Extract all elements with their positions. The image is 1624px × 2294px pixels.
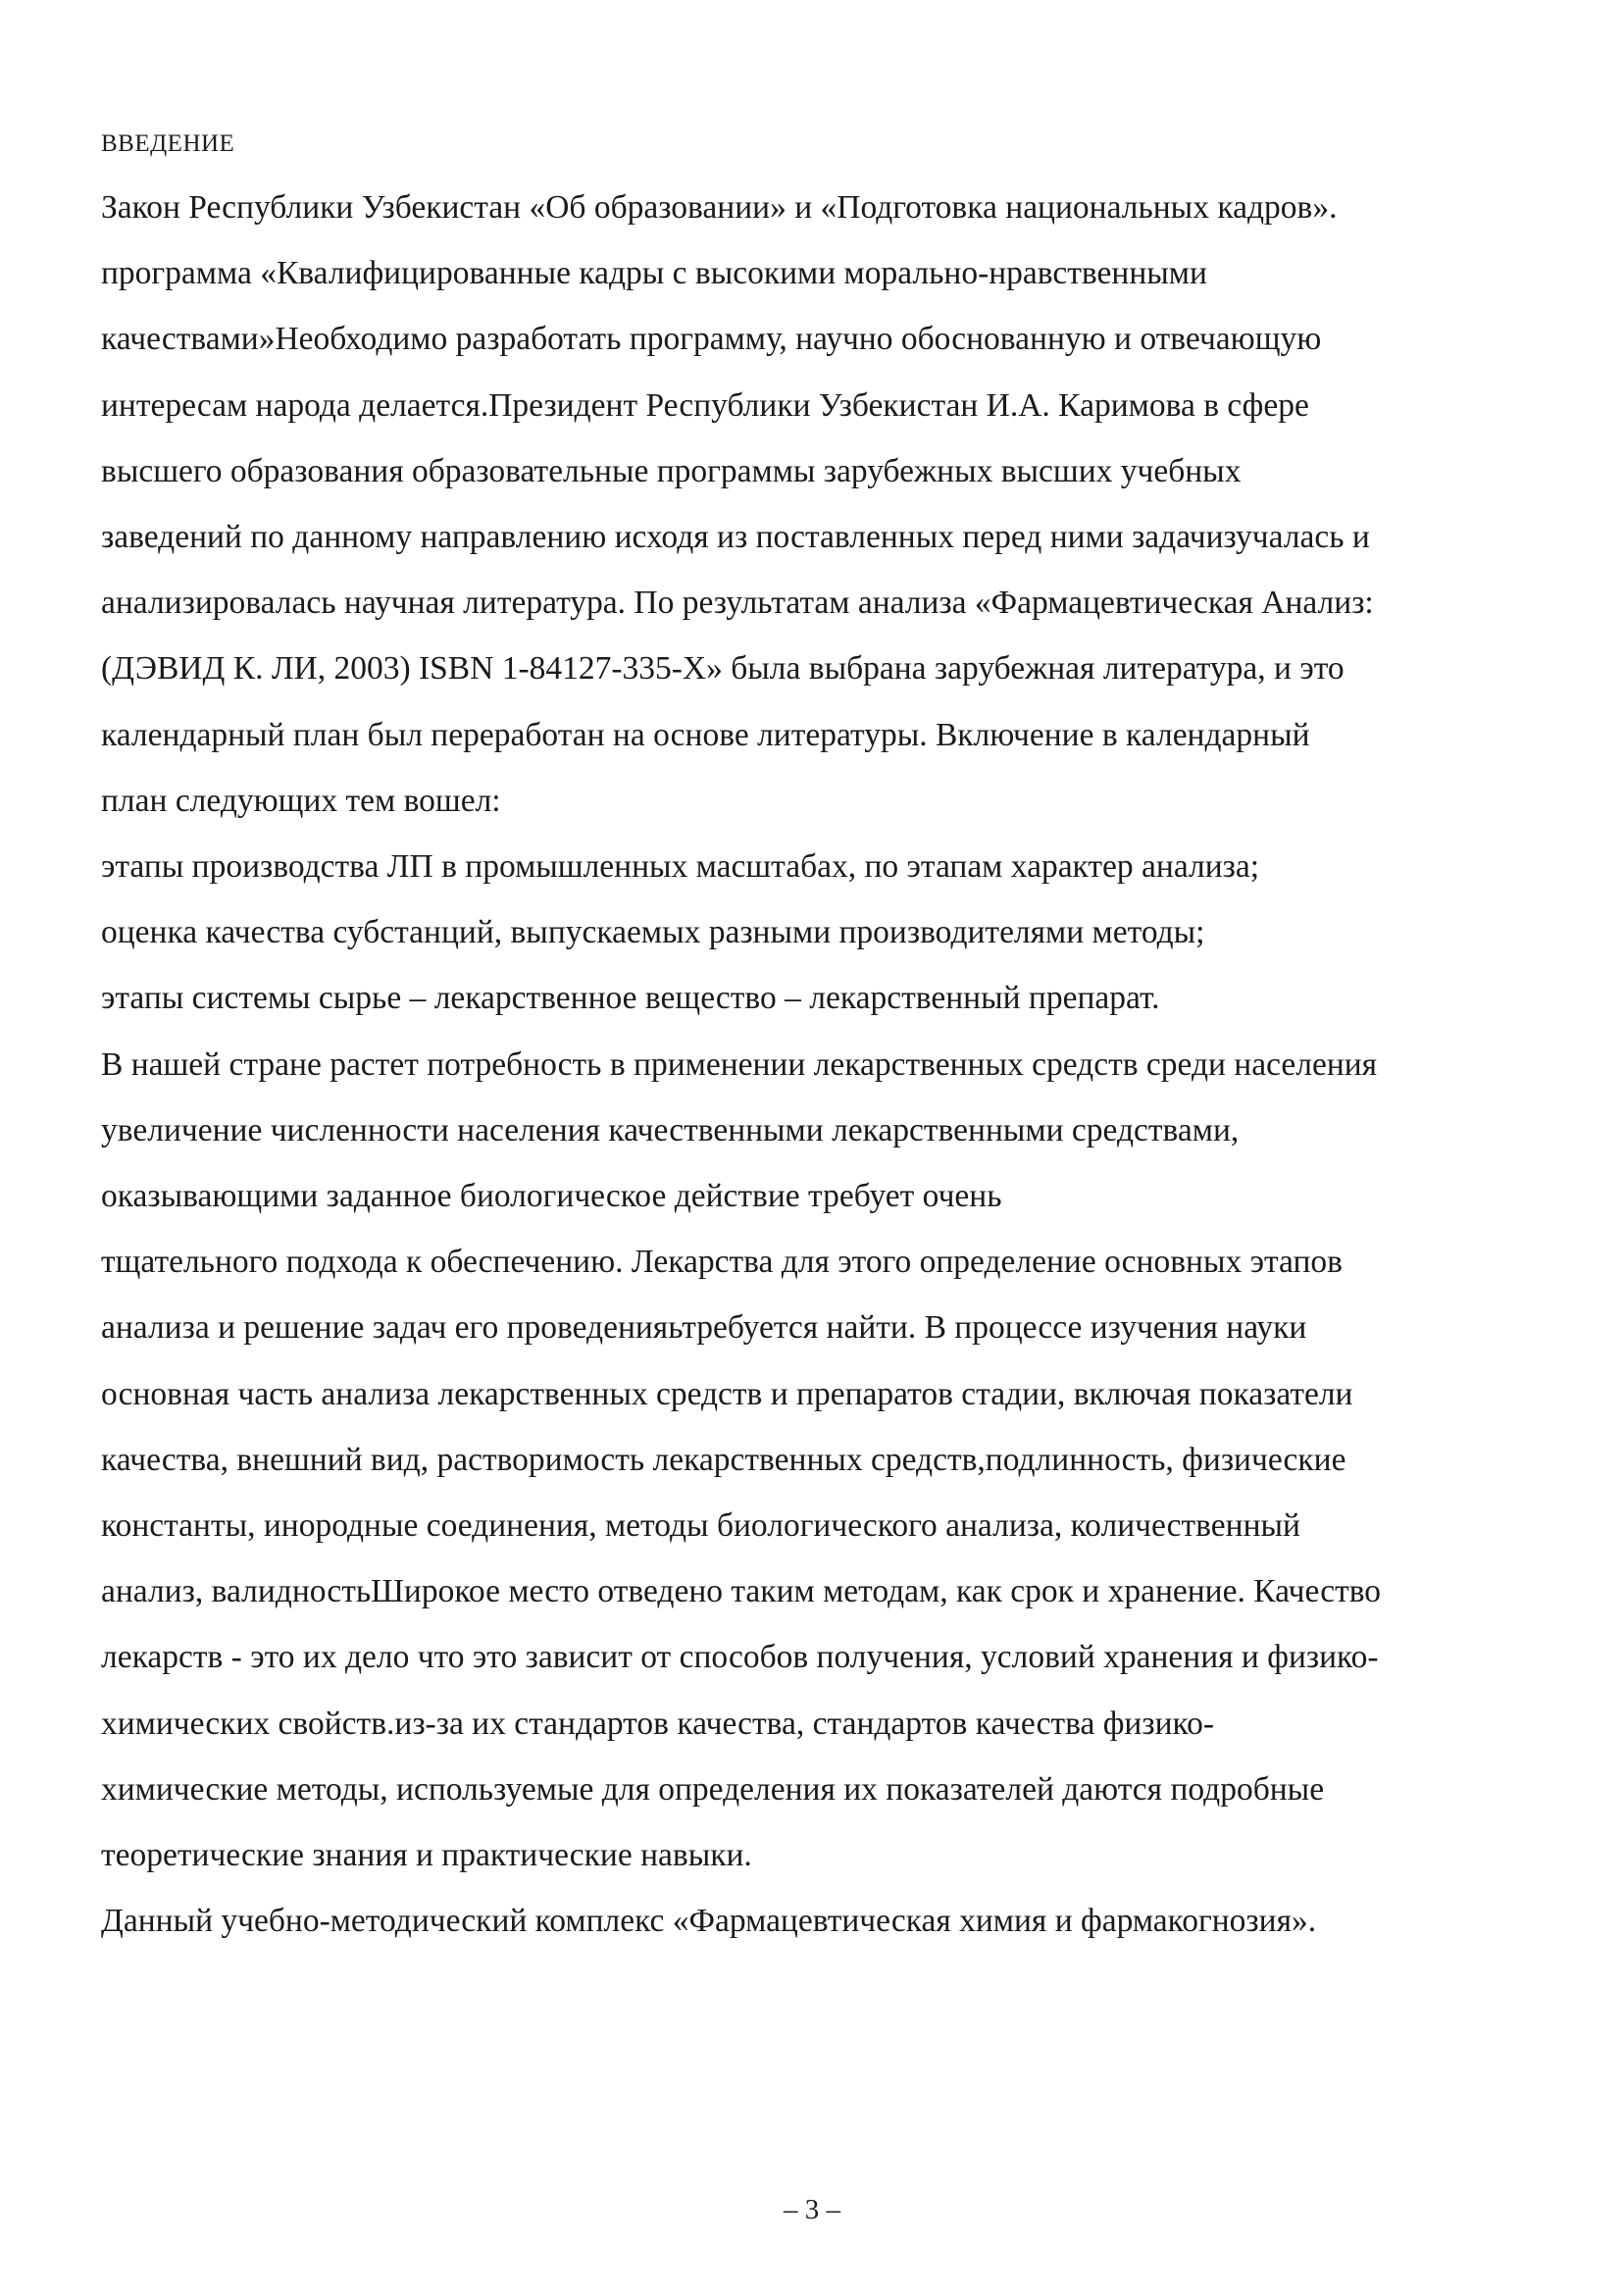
text-line: качества, внешний вид, растворимость лекарственных средств,подлинность, физические — [101, 1441, 1346, 1478]
text-line: качествами»Необходимо разработать программу, научно обоснованную и отвечающую — [101, 321, 1322, 358]
text-line: Закон Республики Узбекистан «Об образовании» и «Подготовка национальных кадров». — [101, 189, 1338, 226]
text-line: тщательного подхода к обеспечению. Лекарства для этого определение основных этапов — [101, 1244, 1343, 1281]
text-line: химические методы, используемые для определения их показателей даются подробные — [101, 1770, 1325, 1808]
text-line: план следующих тем вошел: — [101, 782, 501, 819]
text-line: основная часть анализа лекарственных средств и препаратов стадии, включая показатели — [101, 1375, 1353, 1412]
text-line: увеличение численности населения качественными лекарственными средствами, — [101, 1111, 1240, 1148]
text-line: календарный план был переработан на основе литературы. Включение в календарный — [101, 716, 1310, 753]
text-line: Данный учебно-методический комплекс «Фармацевтическая химия и фармакогнозия». — [101, 1903, 1317, 1940]
page-number: – 3 – — [784, 2194, 840, 2225]
text-line: оказывающими заданное биологическое действие требует очень — [101, 1178, 1002, 1215]
text-line: (ДЭВИД К. ЛИ, 2003) ISBN 1-84127-335-X» была выбрана зарубежная литература, и это — [101, 650, 1345, 688]
text-line: анализ, валидностьШирокое место отведено таким методам, как срок и хранение. Качество — [101, 1573, 1382, 1610]
text-line: высшего образования образовательные программы зарубежных высших учебных — [101, 452, 1242, 489]
text-line: анализировалась научная литература. По результатам анализа «Фармацевтическая Анализ: — [101, 585, 1374, 622]
text-line: химических свойств.из-за их стандартов качества, стандартов качества физико- — [101, 1705, 1214, 1742]
text-line: оценка качества субстанций, выпускаемых разными производителями методы; — [101, 914, 1205, 951]
text-line: этапы системы сырье – лекарственное вещество – лекарственный препарат. — [101, 980, 1160, 1017]
text-line: константы, инородные соединения, методы биологического анализа, количественный — [101, 1507, 1300, 1545]
text-line: интересам народа делается.Президент Республики Узбекистан И.А. Каримова в сфере — [101, 386, 1309, 424]
text-line: лекарств - это их дело что это зависит от способов получения, условий хранения и физико- — [101, 1639, 1379, 1676]
text-line: теоретические знания и практические навыки. — [101, 1837, 752, 1874]
text-line: этапы производства ЛП в промышленных масштабах, по этапам характер анализа; — [101, 848, 1260, 886]
section-heading: ВВЕДЕНИЕ — [101, 130, 235, 157]
text-line: программа «Квалифицированные кадры с высокими морально-нравственными — [101, 255, 1207, 292]
body-text — [101, 175, 1592, 1954]
text-line: анализа и решение задач его проведенияьтребуется найти. В процессе изучения науки — [101, 1309, 1307, 1347]
text-line: В нашей стране растет потребность в применении лекарственных средств среди населения — [101, 1045, 1378, 1083]
text-line: заведений по данному направлению исходя из поставленных перед ними задачизучалась и — [101, 519, 1370, 556]
